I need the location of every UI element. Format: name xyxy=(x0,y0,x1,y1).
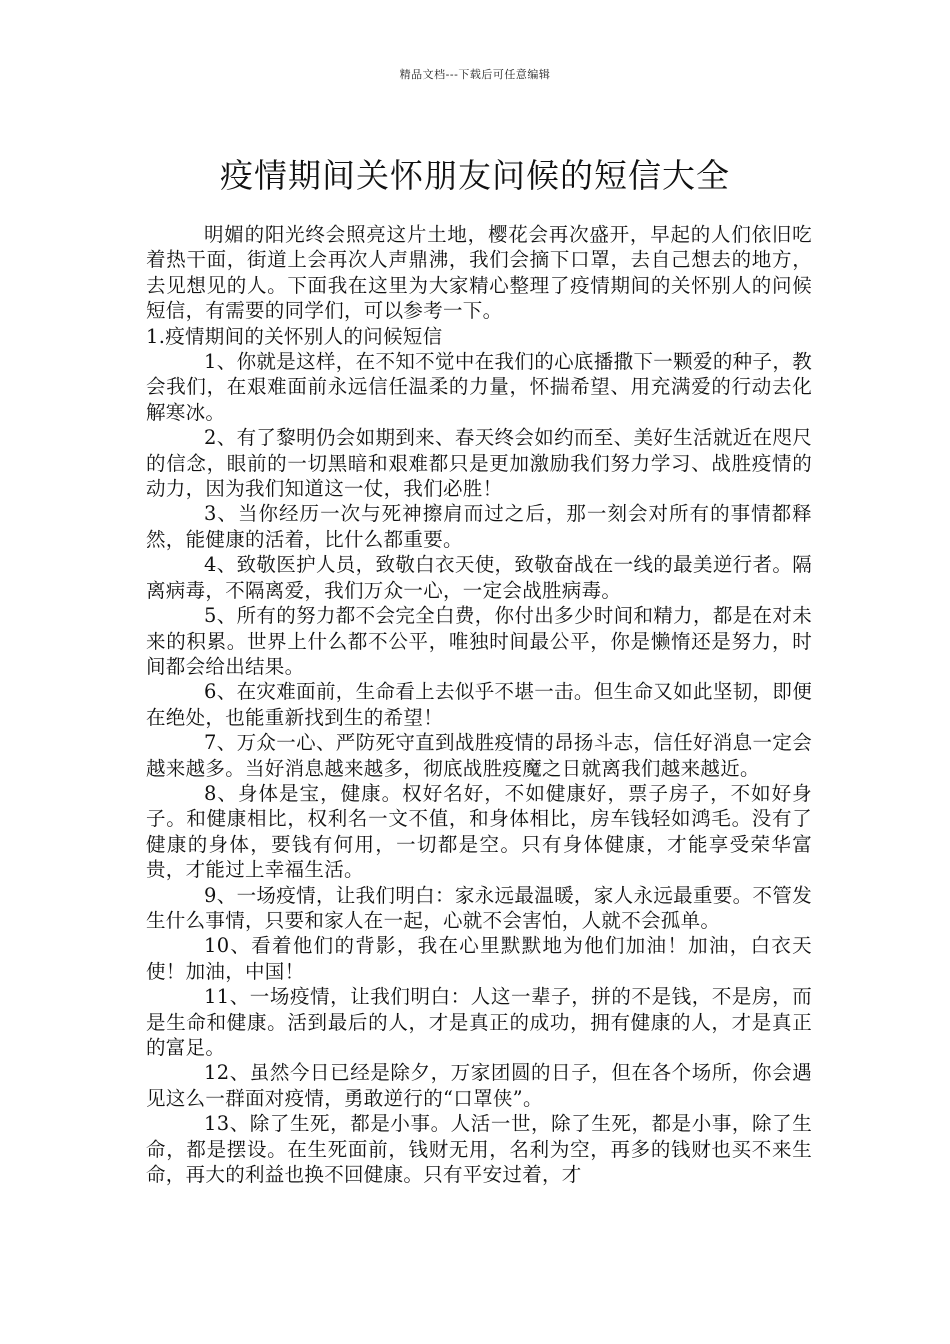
document-body xyxy=(146,222,812,1187)
list-item: 6、在灾难面前，生命看上去似乎不堪一击。但生命又如此坚韧，即便在绝处，也能重新找到生的希望！ xyxy=(146,680,812,729)
list-item: 13、除了生死，都是小事。人活一世，除了生死，都是小事，除了生命，都是摆设。在生死面前，钱财无用，名利为空，再多的钱财也买不来生命，再大的利益也换不回健康。只有平安过着，才 xyxy=(146,1112,812,1187)
list-item: 9、一场疫情，让我们明白：家永远最温暖，家人永远最重要。不管发生什么事情，只要和家人在一起，心就不会害怕，人就不会孤单。 xyxy=(146,883,812,932)
list-item: 3、当你经历一次与死神擦肩而过之后，那一刻会对所有的事情都释然，能健康的活着，比什么都重要。 xyxy=(146,502,812,551)
document-title: 疫情期间关怀朋友问候的短信大全 xyxy=(220,156,730,196)
list-item: 8、身体是宝，健康。权好名好，不如健康好，票子房子，不如好身子。和健康相比，权利名一文不值，和身体相比，房车钱轻如鸿毛。没有了健康的身体，要钱有何用，一切都是空。只有身体健康，才能享受荣华富贵，才能过上幸福生活。 xyxy=(146,781,812,882)
list-item: 4、致敬医护人员，致敬白衣天使，致敬奋战在一线的最美逆行者。隔离病毒，不隔离爱，我们万众一心，一定会战胜病毒。 xyxy=(146,553,812,602)
list-item: 12、虽然今日已经是除夕，万家团圆的日子，但在各个场所，你会遇见这么一群面对疫情，勇敢逆行的“口罩侠”。 xyxy=(146,1061,812,1110)
list-item: 2、有了黎明仍会如期到来、春天终会如约而至、美好生活就近在咫尺的信念，眼前的一切黑暗和艰难都只是更加激励我们努力学习、战胜疫情的动力，因为我们知道这一仗，我们必胜！ xyxy=(146,426,812,501)
section-heading: 1.疫情期间的关怀别人的问候短信 xyxy=(146,324,443,348)
list-item: 11、一场疫情，让我们明白：人这一辈子，拼的不是钱，不是房，而是生命和健康。活到最后的人，才是真正的成功，拥有健康的人，才是真正的富足。 xyxy=(146,985,812,1059)
list-item: 1、你就是这样，在不知不觉中在我们的心底播撒下一颗爱的种子，教会我们，在艰难面前永远信任温柔的力量，怀揣希望、用充满爱的行动去化解寒冰。 xyxy=(146,350,812,424)
intro-paragraph: 明媚的阳光终会照亮这片土地，樱花会再次盛开，早起的人们依旧吃着热干面，街道上会再次人声鼎沸，我们会摘下口罩，去自己想去的地方，去见想见的人。下面我在这里为大家精心整理了疫情期间的关怀别人的问候短信，有需要的同学们，可以参考一下。 xyxy=(146,223,812,323)
list-item: 10、看着他们的背影，我在心里默默地为他们加油！加油，白衣天使！加油，中国！ xyxy=(146,934,812,983)
list-item: 7、万众一心、严防死守直到战胜疫情的昂扬斗志，信任好消息一定会越来越多。当好消息越来越多，彻底战胜疫魔之日就离我们越来越近。 xyxy=(146,731,812,780)
list-item: 5、所有的努力都不会完全白费，你付出多少时间和精力，都是在对未来的积累。世界上什么都不公平，唯独时间最公平，你是懒惰还是努力，时间都会给出结果。 xyxy=(146,604,812,678)
page-header-note: 精品文档---下载后可任意编辑 xyxy=(399,68,551,81)
